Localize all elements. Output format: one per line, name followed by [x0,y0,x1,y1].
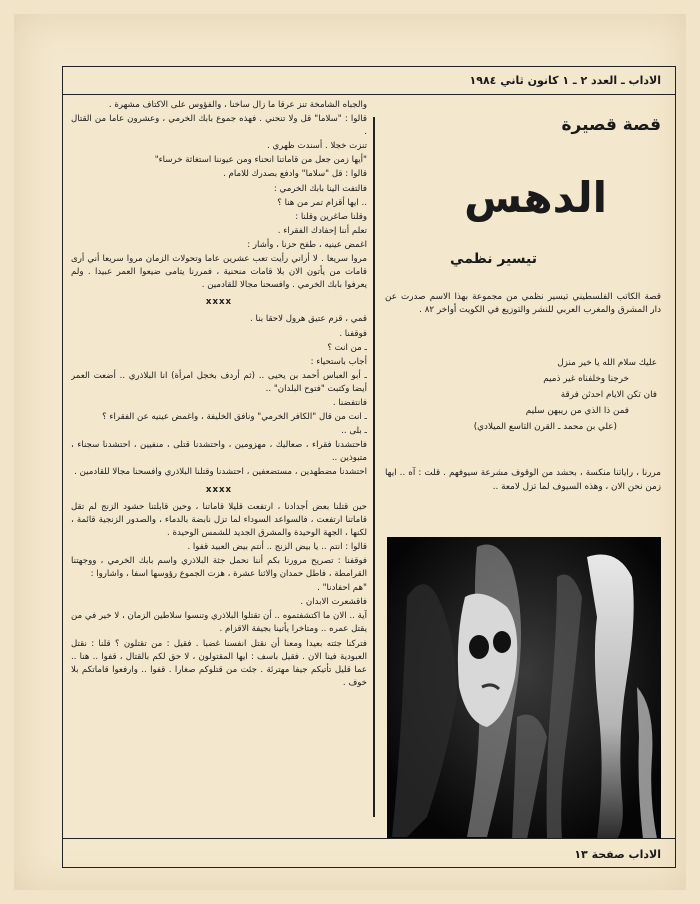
story-opening-column [381,99,667,839]
running-header: الاداب ـ العدد ٢ ـ ١ كانون ثاني ١٩٨٤ [63,67,675,95]
page-frame [62,66,676,868]
story-illustration [387,537,661,839]
page-footer: الاداب صفحة ١٣ [574,848,661,861]
section-label: قصة قصيرة [561,115,661,135]
story-paragraph: أجاب باستحياء : [310,356,367,367]
story-paragraph: قمي ، قزم عتيق هرول لاحقا بنا . [250,314,367,325]
story-paragraph: ـ انت من قال "الكافر الخرمي" ونافق الخليفة ، واغمض عينيه عن الفقراء ؟ [102,412,367,423]
story-paragraph: قالوا : انتم .. يا بيض الزنج .. أنتم بيض العبيد قفوا . [187,541,367,552]
story-paragraph: ـ أبو العباس أحمد بن يحيى .. (ثم أردف بخجل امرأة) انا البلاذري .. أضعت العمر أيضا وكتبت "فتوح البلدان" .. [71,370,367,394]
verse-attribution: (علي بن محمد ـ القرن التاسع الميلادي) [473,422,617,432]
magazine-page [14,14,686,890]
story-paragraph: فالتفت الينا بابك الخرمي : [273,183,367,194]
story-paragraph: فوقفنا . [339,328,367,339]
story-paragraph: تعلم أننا إحفادك الفقراء . [277,225,367,236]
story-paragraph: "هم احفادنا" . [317,583,367,594]
author-name: تيسير نظمي [450,251,537,267]
section-separator: xxxx [205,484,233,495]
epigraph-verses [387,355,657,435]
section-separator: xxxx [205,297,233,308]
story-paragraph: والجباه الشامخة تنز عرقا ما زال ساخنا ، والفؤوس على الاكتاف مشهرة . [108,100,367,110]
story-paragraph: مروا سريعا . لا أراني رأيت تعب عشرين عاما وتحولات الزمان مروا سريعا أني أرى قامات من يأتون الان بلا قامات منحنية ، فمررنا يتامى ضيعوا العمر عبيدا . ولم يعرفوا بابك الخرمي . وافسحنا مجالا للقادمين . [71,254,367,291]
footer-rule [63,838,675,839]
story-paragraph: فانتفضنا . [332,397,367,408]
story-paragraph: قالوا : "سلاما" قل ولا تنحني . فهذه جموع بابك الخرمي ، وعشرون عاما من القتال . [71,114,367,138]
opening-paragraph: مررنا ، راياتنا منكسة ، بحشد من الوقوف مشرعة سيوفهم . قلت : آه .. ايها زمن نحن الان ، وهذه السيوف لما تزل لامعة .. [385,468,661,492]
story-continuation-column [71,99,367,834]
intro-paragraph: قصة الكاتب الفلسطيني تيسير نظمي من مجموعة بهذا الاسم صدرت عن دار المشرق والمغرب العربي للنشر والتوزيع في الكويت أواخر ٨٢ . [385,292,661,315]
story-paragraph: فاقشعرت الابدان . [300,597,367,608]
story-paragraph: .. ايها أقزام تمر من هنا ؟ [277,197,367,208]
story-title: الدهس [464,173,607,222]
story-paragraph: فتركنا جثته بعيدا ومعنا أن نقتل انفسنا غضبا . فقيل : من تقتلون ؟ قلنا : نقتل العبودية فينا الان . فقيل باسف : ايها المقتولون ، لا حق لكم بالقتال ، قفوا .. هنا .. عما قليل تأتيكم جيفا مهترئة . جئت من قتلوكم صغارا . قفوا .. وارفعوا قاماتكم بلا خوف . [71,638,367,688]
story-paragraph: اغمض عينيه ، طفح حزنا ، وأشار : [247,239,367,250]
story-paragraph: حين قتلنا بعض أجدادنا ، ارتفعت قليلا قاماتنا ، وحين قابلتنا حشود الزنج لم تقل قاماتنا ارتفعت ، فالسواعد السوداء لما تزل نابضة بالدماء ، والصدور الزنجية قائمة ، لكنها ، الجهة الوحيدة والمشرق الجديد للشمس الوحيدة . [71,501,367,538]
story-paragraph: وقلنا صاغرين وقلنا : [295,211,367,222]
story-paragraph: ـ بلى .. [341,426,367,437]
story-paragraph: قالوا : قل "سلاما" وادفع بصدرك للامام . [223,169,367,180]
verse-line: عليك سلام الله يا خير منزل [557,358,657,368]
verse-line: فمن ذا الذي من ريبهن سليم [525,406,629,416]
story-paragraph: تنزت خجلا . أسندت ظهري . [267,141,367,152]
story-paragraph: فاحتشدنا فقراء ، صعاليك ، مهزومين ، واحتشدنا قتلى ، منفيين ، احتشدنا سجناء ، متبوذين .. [71,440,367,464]
story-paragraph: "أيها زمن جعل من قاماتنا انحناء ومن عيوننا استغاثة خرساء" [154,155,367,166]
illustration-art [387,537,661,839]
story-paragraph: آية .. الان ما اكتشفتموه .. أن تقتلوا البلاذري وتنسوا سلاطين الزمان ، لا خير في من يقتل عمره .. ومتاخرا يأتينا بجيفة الاقزام . [71,611,367,635]
story-paragraph: ـ من انت ؟ [327,342,367,353]
story-paragraph: فوقفنا : تصريح مرورنا بكم أننا نحمل جثة البلاذري واسم بابك الخرمي ، ووجهتنا القرامطة ، فاطل حمدان والاثنا عشرة ، هزت الجموع رؤوسها اسفا ، واشاروا : [71,556,367,580]
verse-line: خرجنا وخلفناه غير ذميم [543,374,629,384]
story-paragraph: احتشدنا مضطهدين ، مستضعفين ، احتشدنا وقتلنا البلاذري وافسحنا مجالا للقادمين . [74,467,367,478]
column-divider [373,117,375,817]
verse-line: فان تكن الايام احدثن فرقة [560,390,657,400]
